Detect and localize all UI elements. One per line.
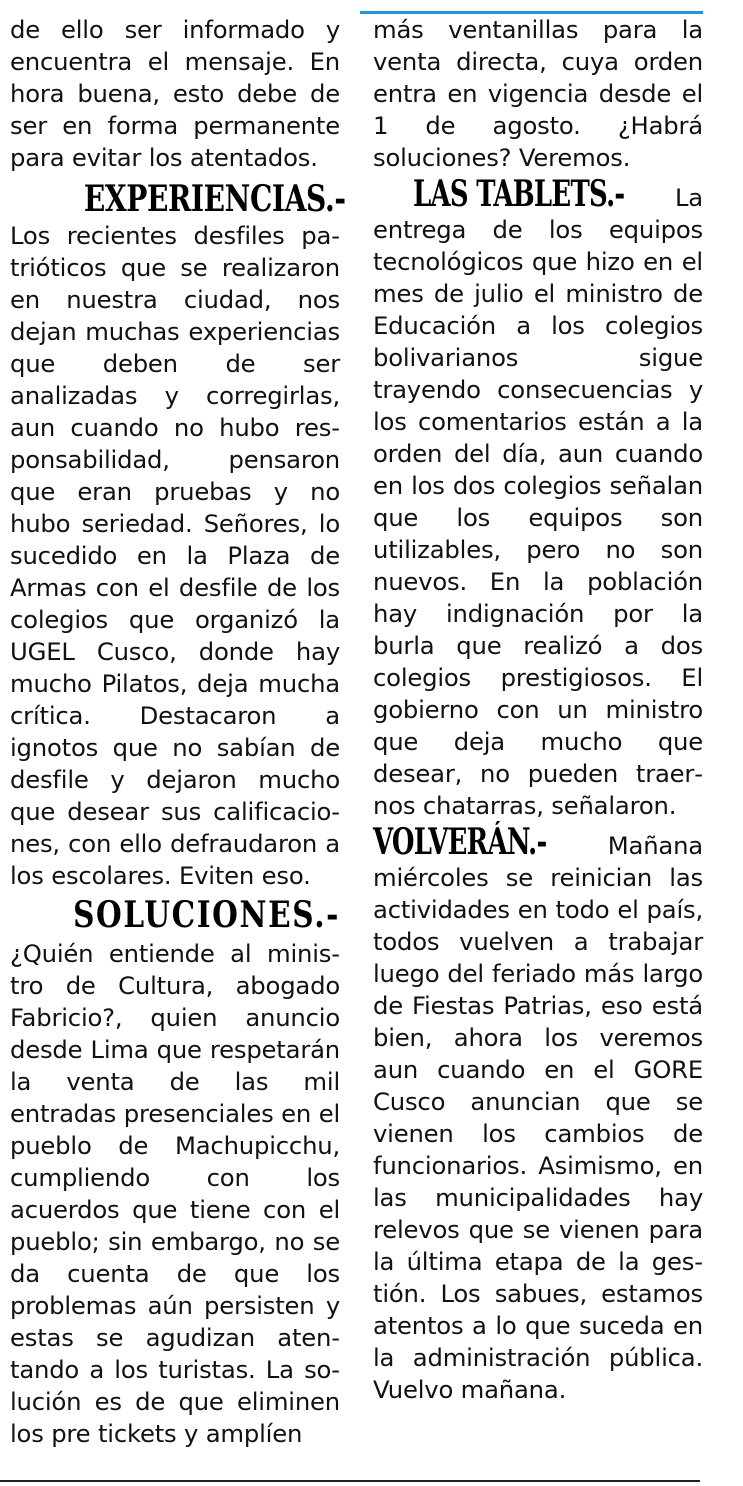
experiencias-body: Los recientes desfiles patrióticos que se realizaron en nuestra ciudad, nos dejan muchas experiencias que deben de ser analizadas y corregirlas, aun cuando no hubo responsabilidad, pensaron que eran pruebas y no hubo seriedad. Señores, lo sucedido en la Plaza de Armas con el desfile de los colegios que organizó la UGEL Cusco, donde hay mucho Pilatos, deja mucha crítica. Destacaron a ignotos que no sabían de desfile y dejaron mucho que desear sus calificaciones, con ello defraudaron a los escolares. Eviten eso. [10,221,340,890]
soluciones-heading: SOLUCIONES.- [73,894,340,936]
tablets-paragraph [373,174,703,822]
volveran-heading: VOLVERÁN.- [373,821,547,863]
volveran-paragraph [373,822,703,1406]
soluciones-body: ¿Quién entiende al ministro de Cultura, abogado Fabricio?, quien anuncio desde Lima que respetarán la venta de las mil entradas presenciales en el pueblo de Machupicchu, cumpliendo con los acuerdos que tiene con el pueblo; sin embargo, no se da cuenta de que los problemas aún persisten y estas se agudizan atentando a los turistas. La solución es de que eliminen los pre tickets y amplíen [10,939,340,1448]
tablets-body: La entrega de los equipos tecnológicos que hizo en el mes de julio el ministro de Educación a los colegios bolivarianos sigue trayendo consecuencias y los comentarios están a la orden del día, aun cuando en los dos colegios señalan que los equipos son utilizables, pero no son nuevos. En la población hay indignación por la burla que realizó a dos colegios prestigiosos. El gobierno con un ministro que deja mucho que desear, no pueden traernos chatarras, señalaron. [373,183,703,820]
right-column [373,14,703,1406]
experiencias-heading-block [10,176,346,222]
volveran-body: Mañana miércoles se reinician las actividades en todo el país, todos vuelven a trabajar luego del feriado más largo de Fiestas Patrias, eso está bien, ahora los veremos aun cuando en el GORE Cusco anuncian que se vienen los cambios de funcionarios. Asimismo, en las municipalidades hay relevos que se vienen para la última etapa de la gestión. Los sabues, estamos atentos a lo que suceda en la administración pública. Vuelvo mañana. [373,831,703,1404]
left-intro-text: de ello ser informado y encuentra el mensaje. En hora buena, esto debe de ser en forma permanente para evitar los atentados. [10,15,340,172]
tablets-heading: LAS TABLETS.- [413,173,625,215]
experiencias-heading: EXPERIENCIAS.- [83,178,346,220]
right-intro-text: más ventanillas para la venta directa, cuya orden entra en vigencia desde el 1 de agosto. ¿Habrá soluciones? Veremos. [373,15,703,172]
left-column [10,14,346,1450]
bottom-rule [0,1480,700,1482]
